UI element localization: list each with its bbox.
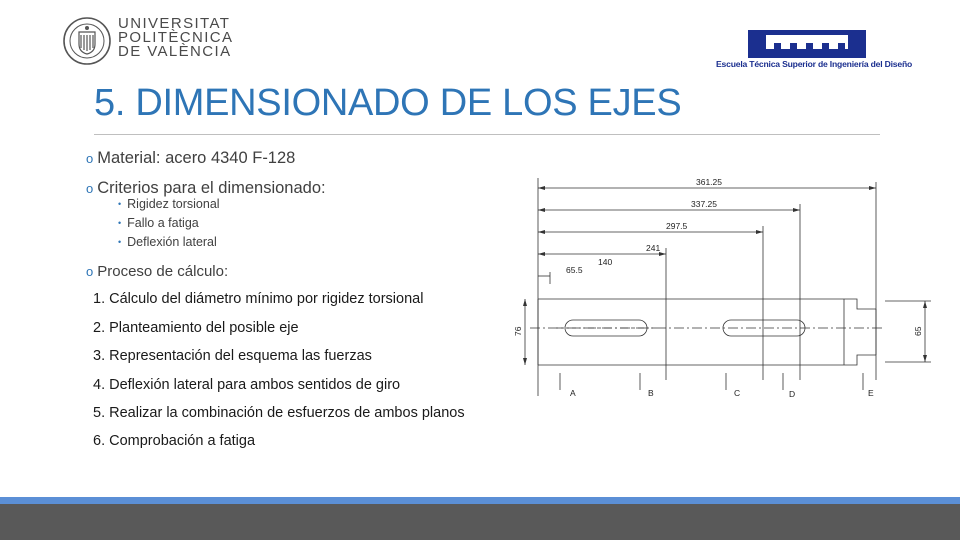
bullet-marker: o — [86, 264, 94, 279]
criteria-item-text: Rigidez torsional — [127, 197, 220, 211]
point-label: D — [789, 389, 796, 399]
process-step: 5. Realizar la combinación de esfuerzos de ambos planos — [93, 405, 465, 421]
point-label: E — [868, 388, 874, 398]
process-step: 1. Cálculo del diámetro mínimo por rigidez torsional — [93, 291, 424, 307]
process-step: 2. Planteamiento del posible eje — [93, 320, 299, 336]
dim-label: 241 — [646, 243, 661, 253]
point-label: C — [734, 388, 741, 398]
dim-label-right-diameter: 65 — [913, 326, 923, 336]
footer-accent-bar — [0, 497, 960, 504]
title-divider — [94, 134, 880, 135]
material-bullet — [86, 149, 295, 168]
criteria-item-text: Fallo a fatiga — [127, 216, 199, 230]
dim-label: 140 — [598, 257, 613, 267]
criteria-bullet — [86, 179, 326, 198]
dim-label-left-diameter: 76 — [513, 326, 523, 336]
dim-label: 65.5 — [566, 265, 583, 275]
bullet-marker: o — [86, 181, 94, 196]
school-logo — [716, 28, 913, 74]
dim-label: 361.25 — [696, 177, 722, 187]
footer-bar — [0, 504, 960, 540]
bullet-marker: o — [86, 151, 94, 166]
slide-title: 5. DIMENSIONADO DE LOS EJES — [94, 82, 682, 124]
shaft-technical-drawing — [500, 168, 940, 404]
point-label: A — [570, 388, 576, 398]
school-name: Escuela Técnica Superior de Ingeniería del Diseño — [716, 59, 913, 69]
upv-logo — [62, 16, 232, 72]
process-heading: Proceso de cálculo: — [97, 263, 229, 280]
criteria-item: • Deflexión lateral — [118, 235, 217, 249]
university-name — [118, 17, 233, 59]
criteria-item: • Rigidez torsional — [118, 197, 220, 211]
university-line: POLITÈCNICA — [118, 29, 234, 46]
university-line: UNIVERSITAT — [118, 15, 231, 32]
dim-label: 337.25 — [691, 199, 717, 209]
process-step: 4. Deflexión lateral para ambos sentidos de giro — [93, 377, 401, 393]
university-line: DE VALÈNCIA — [118, 43, 232, 60]
process-step: 3. Representación del esquema las fuerzas — [93, 348, 372, 364]
material-text: Material: acero 4340 F-128 — [97, 149, 296, 167]
criteria-item: • Fallo a fatiga — [118, 216, 199, 230]
school-emblem-icon — [748, 30, 866, 58]
dim-label: 297.5 — [666, 221, 688, 231]
process-bullet — [86, 263, 228, 280]
process-step: 6. Comprobación a fatiga — [93, 433, 256, 449]
criteria-heading: Criterios para el dimensionado: — [97, 179, 326, 197]
point-label: B — [648, 388, 654, 398]
criteria-item-text: Deflexión lateral — [127, 235, 217, 249]
university-seal-icon — [62, 16, 112, 66]
